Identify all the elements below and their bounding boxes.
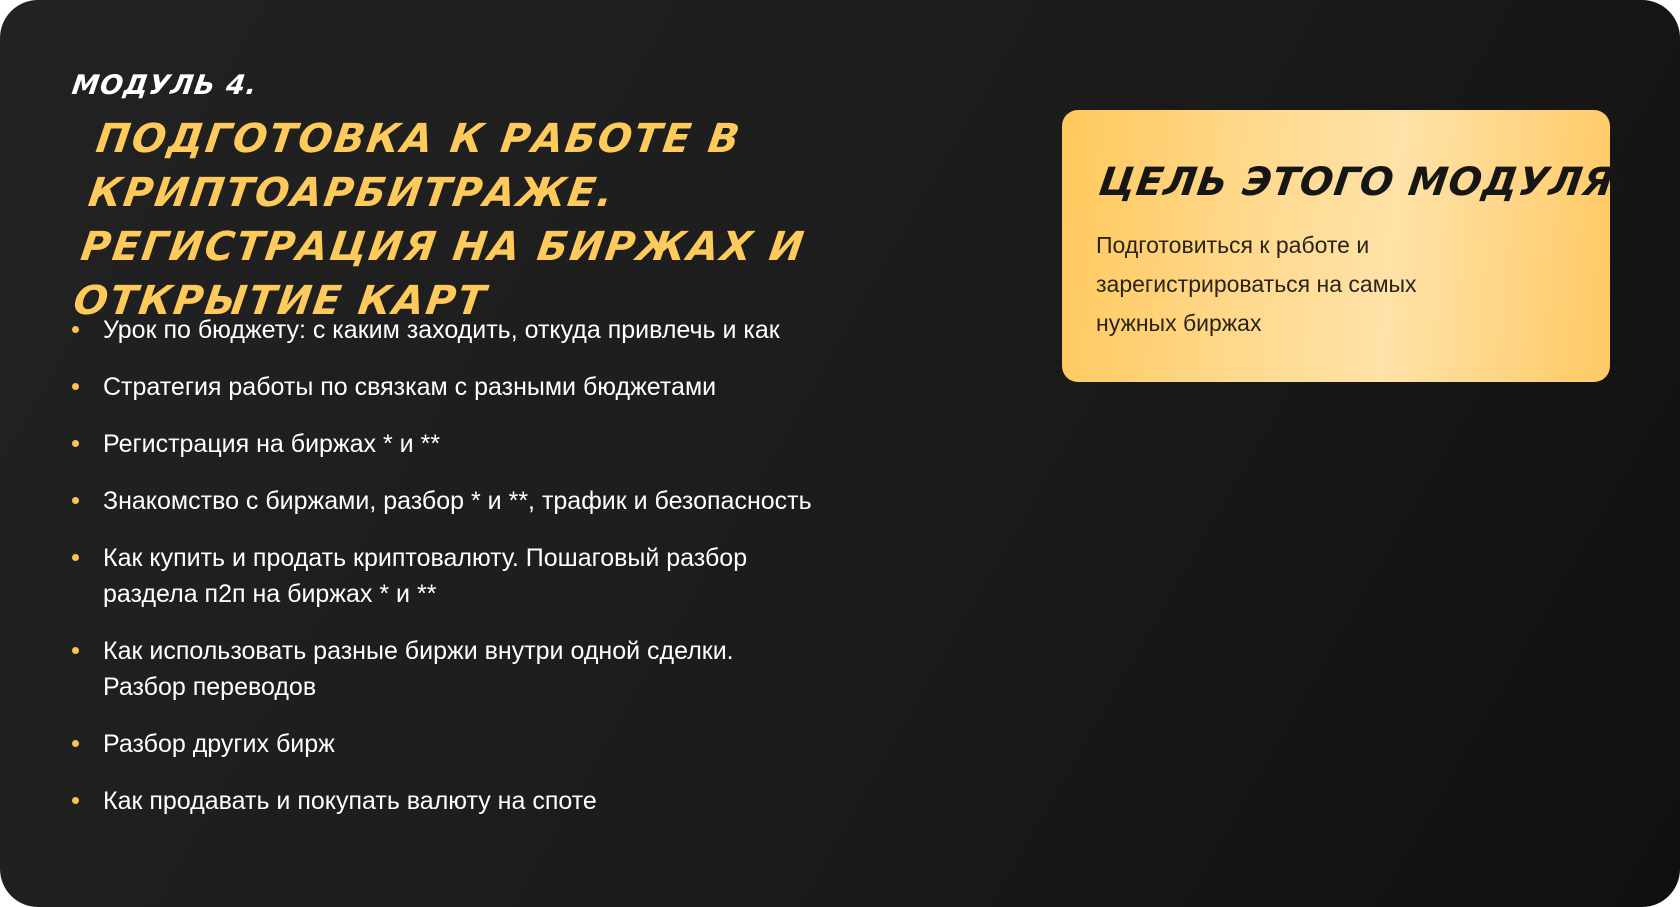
bullet-icon [72, 383, 79, 390]
lesson-text: Как использовать разные биржи внутри одной сделки. Разбор переводов [103, 637, 734, 701]
list-item [70, 483, 890, 519]
list-item [70, 426, 890, 462]
module-label: МОДУЛЬ 4. [70, 70, 260, 101]
list-item [70, 633, 803, 705]
bullet-icon [72, 647, 79, 654]
goal-box [1062, 110, 1634, 382]
lesson-text: Знакомство с биржами, разбор * и **, трафик и безопасность [103, 487, 812, 515]
bullet-icon [72, 326, 79, 333]
goal-title: ЦЕЛЬ ЭТОГО МОДУЛЯ: [1096, 160, 1634, 205]
lesson-text: Стратегия работы по связкам с разными бюджетами [103, 373, 717, 401]
lesson-list [70, 312, 890, 840]
list-item [70, 312, 890, 348]
bullet-icon [72, 497, 79, 504]
lesson-text: Как продавать и покупать валюту на споте [103, 787, 597, 815]
bullet-icon [72, 554, 79, 561]
goal-text: Подготовиться к работе и зарегистрироваться на самых нужных биржах [1096, 232, 1417, 336]
bullet-icon [72, 740, 79, 747]
lesson-text: Разбор других бирж [103, 730, 335, 758]
lesson-text: Урок по бюджету: с каким заходить, откуда привлечь и как [103, 316, 780, 344]
list-item [70, 783, 890, 819]
list-item [70, 540, 813, 612]
lesson-text: Как купить и продать криптовалюту. Пошаговый разбор раздела п2п на биржах * и ** [103, 544, 748, 608]
list-item [70, 369, 890, 405]
module-title: ПОДГОТОВКА К РАБОТЕ В КРИПТОАРБИТРАЖЕ. РЕГИСТРАЦИЯ НА БИРЖАХ И ОТКРЫТИЕ КАРТ [70, 116, 809, 324]
bullet-icon [72, 440, 79, 447]
list-item [70, 726, 890, 762]
bullet-icon [72, 797, 79, 804]
lesson-text: Регистрация на биржах * и ** [103, 430, 441, 458]
